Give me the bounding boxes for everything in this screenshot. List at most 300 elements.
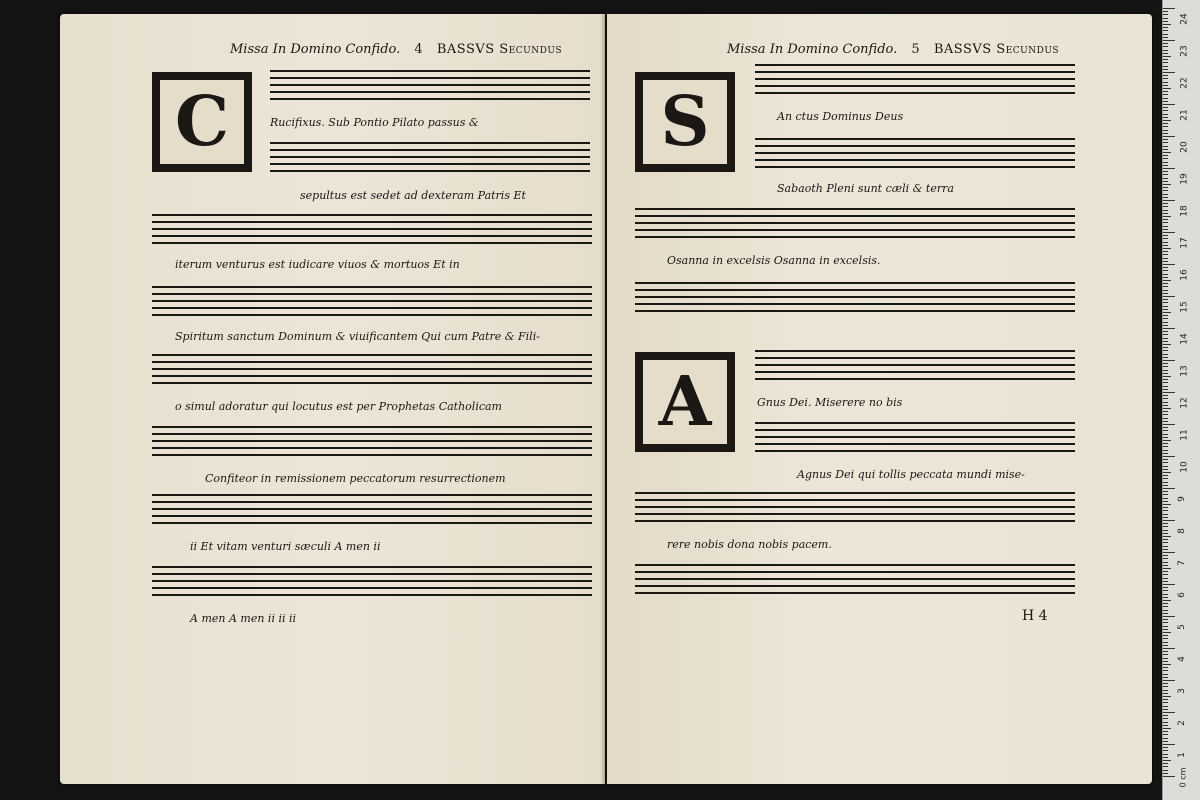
ruler-tick [1163,270,1168,271]
ruler-tick [1163,117,1168,118]
ruler-tick [1163,46,1168,47]
ruler-tick [1163,40,1175,41]
ruler-tick [1163,568,1171,569]
ruler-tick [1163,248,1171,249]
ruler-tick [1163,306,1168,307]
ruler-tick [1163,773,1168,774]
ruler-number: 6 [1176,592,1187,598]
ruler-tick [1163,517,1168,518]
ruler-tick [1163,645,1168,646]
ruler-number: 8 [1176,528,1187,534]
ruler-tick [1163,338,1168,339]
ruler-tick [1163,741,1168,742]
ruler-tick [1163,187,1168,188]
ruler-tick [1163,194,1168,195]
ruler-tick [1163,699,1168,700]
ruler-tick [1163,690,1168,691]
ruler-tick [1163,686,1168,687]
ruler-number: 14 [1179,333,1190,345]
ruler-tick [1163,536,1171,537]
ruler-tick [1163,766,1168,767]
ruler-tick [1163,18,1168,19]
ruler-number: 15 [1179,301,1190,313]
music-staff [270,142,590,172]
ruler-tick [1163,245,1168,246]
ruler-tick [1163,430,1168,431]
ruler-tick [1163,190,1168,191]
ruler-number: 9 [1176,496,1187,502]
ruler-number: 12 [1179,397,1190,409]
decorated-initial-letter [635,352,735,452]
decorated-initial-letter [635,72,735,172]
ruler-unit-label: 0 cm [1178,767,1188,788]
ruler-tick [1163,360,1175,361]
ruler-tick [1163,392,1175,393]
ruler-tick [1163,107,1168,108]
ruler-tick [1163,309,1168,310]
ruler-tick [1163,744,1175,745]
ruler-tick [1163,501,1168,502]
ruler-tick [1163,334,1168,335]
left-page [60,14,605,784]
ruler-tick [1163,683,1168,684]
ruler-tick [1163,91,1168,92]
ruler-tick [1163,126,1168,127]
ruler-tick [1163,629,1168,630]
page-number: 5 [911,42,920,57]
ruler-tick [1163,213,1168,214]
ruler-tick [1163,738,1168,739]
ruler-tick [1163,155,1168,156]
ruler-tick [1163,411,1168,412]
ruler-tick [1163,50,1168,51]
ruler-tick [1163,581,1168,582]
ruler-tick [1163,459,1168,460]
ruler-tick [1163,594,1168,595]
ruler-tick [1163,21,1168,22]
ruler-tick [1163,238,1168,239]
lyric-line: iterum venturus est iudicare viuos & mortuos Et in [175,258,460,271]
ruler-tick [1163,491,1168,492]
ruler-tick [1163,200,1175,201]
open-book [52,14,1162,794]
ruler-tick [1163,312,1171,313]
ruler-tick [1163,283,1168,284]
ruler-tick [1163,549,1168,550]
ruler-tick [1163,174,1168,175]
lyric-line: rere nobis dona nobis pacem. [667,538,832,551]
right-page [607,14,1152,784]
ruler-tick [1163,446,1168,447]
ruler-tick [1163,133,1168,134]
ruler-tick [1163,302,1168,303]
ruler-tick [1163,254,1168,255]
ruler-tick [1163,370,1168,371]
ruler-tick [1163,158,1168,159]
ruler-tick [1163,203,1168,204]
ruler-tick [1163,539,1168,540]
ruler-number: 10 [1179,461,1190,473]
ruler-tick [1163,555,1168,556]
ruler-tick [1163,456,1175,457]
ruler-tick [1163,418,1168,419]
ruler-tick [1163,168,1175,169]
ruler-tick [1163,722,1168,723]
ruler-tick [1163,597,1168,598]
ruler-tick [1163,152,1171,153]
music-staff [635,282,1075,312]
ruler-tick [1163,274,1168,275]
ruler-tick [1163,533,1168,534]
ruler-tick [1163,482,1168,483]
ruler-number: 18 [1179,205,1190,217]
ruler-tick [1163,110,1168,111]
ruler-tick [1163,485,1168,486]
ruler-tick [1163,504,1171,505]
ruler-tick [1163,622,1168,623]
ruler-tick [1163,632,1171,633]
ruler-tick [1163,56,1171,57]
lyric-line: Rucifixus. Sub Pontio Pilato passus & [270,116,479,129]
ruler-tick [1163,472,1171,473]
ruler-tick [1163,651,1168,652]
ruler-tick [1163,469,1168,470]
ruler-tick [1163,123,1168,124]
ruler-tick [1163,747,1168,748]
ruler-tick [1163,437,1168,438]
music-staff [635,492,1075,522]
ruler-tick [1163,402,1168,403]
ruler-tick [1163,603,1168,604]
music-staff [755,138,1075,168]
ruler-number: 17 [1179,237,1190,249]
ruler-tick [1163,523,1168,524]
ruler-tick [1163,475,1168,476]
ruler-tick [1163,373,1168,374]
ruler-tick [1163,462,1168,463]
header-title: Missa In Domino Confido. [230,42,401,57]
ruler-number: 21 [1179,109,1190,121]
ruler-tick [1163,24,1171,25]
ruler-tick [1163,165,1168,166]
ruler-tick [1163,142,1168,143]
initial-letter-glyph: C [158,78,246,166]
ruler-number: 4 [1176,656,1187,662]
ruler-tick [1163,171,1168,172]
ruler-tick [1163,344,1171,345]
ruler-tick [1163,363,1168,364]
ruler-tick [1163,242,1168,243]
ruler-tick [1163,299,1168,300]
lyric-line: Gnus Dei. Miserere no bis [757,396,903,409]
ruler-tick [1163,11,1168,12]
ruler-tick [1163,546,1168,547]
ruler-tick [1163,357,1168,358]
ruler-tick [1163,322,1168,323]
ruler-tick [1163,427,1168,428]
ruler-tick [1163,72,1175,73]
ruler-tick [1163,53,1168,54]
ruler-tick [1163,728,1171,729]
ruler-tick [1163,574,1168,575]
ruler-number: 3 [1176,688,1187,694]
ruler-tick [1163,350,1168,351]
ruler-tick [1163,296,1175,297]
ruler-tick [1163,658,1168,659]
ruler-tick [1163,638,1168,639]
initial-letter-glyph: S [641,78,729,166]
ruler-tick [1163,661,1168,662]
ruler-tick [1163,754,1168,755]
ruler-tick [1163,318,1168,319]
ruler-tick [1163,94,1168,95]
ruler-tick [1163,395,1168,396]
ruler-tick [1163,398,1168,399]
ruler-tick [1163,267,1168,268]
ruler-number: 24 [1179,13,1190,25]
ruler-tick [1163,59,1168,60]
ruler-tick [1163,88,1171,89]
ruler-tick [1163,178,1168,179]
lyric-line: ii Et vitam venturi sæculi A men ii [190,540,381,553]
ruler-tick [1163,69,1168,70]
music-staff [152,426,592,456]
ruler-number: 2 [1176,720,1187,726]
ruler-tick [1163,526,1168,527]
ruler-tick [1163,648,1175,649]
ruler-tick [1163,98,1168,99]
ruler-tick [1163,677,1168,678]
ruler-tick [1163,258,1168,259]
ruler-tick [1163,578,1168,579]
music-staff [152,214,592,244]
ruler-tick [1163,725,1168,726]
ruler-tick [1163,702,1168,703]
ruler-tick [1163,222,1168,223]
ruler-tick [1163,277,1168,278]
ruler-tick [1163,162,1168,163]
lyric-line: Osanna in excelsis Osanna in excelsis. [667,254,881,267]
ruler-tick [1163,760,1171,761]
ruler-tick [1163,232,1175,233]
ruler-tick [1163,514,1168,515]
initial-letter-glyph: A [641,358,729,446]
ruler-tick [1163,453,1168,454]
ruler-number: 11 [1179,429,1190,441]
ruler-tick [1163,718,1168,719]
ruler-tick [1163,293,1168,294]
ruler-tick [1163,280,1171,281]
ruler-tick [1163,734,1168,735]
ruler-number: 22 [1179,77,1190,89]
ruler-tick [1163,498,1168,499]
music-staff [755,350,1075,380]
ruler-number: 7 [1176,560,1187,566]
ruler-tick [1163,642,1168,643]
ruler-tick [1163,552,1175,553]
ruler-tick [1163,146,1168,147]
ruler-tick [1163,101,1168,102]
ruler-tick [1163,78,1168,79]
ruler-tick [1163,757,1168,758]
ruler-tick [1163,382,1168,383]
ruler-tick [1163,542,1168,543]
ruler-tick [1163,619,1168,620]
ruler-tick [1163,405,1168,406]
ruler-tick [1163,197,1168,198]
ruler-tick [1163,43,1168,44]
ruler-tick [1163,37,1168,38]
ruler-tick [1163,664,1171,665]
ruler-tick [1163,235,1168,236]
header-title: Missa In Domino Confido. [727,42,898,57]
ruler-tick [1163,440,1171,441]
ruler-tick [1163,770,1168,771]
ruler-number: 23 [1179,45,1190,57]
ruler-tick [1163,354,1168,355]
ruler-tick [1163,565,1168,566]
ruler-tick [1163,130,1168,131]
music-staff [755,64,1075,94]
ruler-tick [1163,626,1168,627]
ruler-tick [1163,341,1168,342]
ruler-tick [1163,494,1168,495]
ruler-tick [1163,654,1168,655]
ruler-tick [1163,386,1168,387]
page-number: 4 [414,42,423,57]
ruler-tick [1163,181,1168,182]
lyric-line: A men A men ii ii ii [190,612,297,625]
ruler-tick [1163,562,1168,563]
music-staff [635,208,1075,238]
ruler-number: 5 [1176,624,1187,630]
measurement-ruler [1162,0,1200,800]
ruler-tick [1163,696,1171,697]
ruler-tick [1163,667,1168,668]
ruler-tick [1163,290,1168,291]
folio-signature: H 4 [1022,608,1048,624]
ruler-tick [1163,376,1171,377]
ruler-tick [1163,347,1168,348]
ruler-tick [1163,488,1175,489]
ruler-tick [1163,114,1168,115]
ruler-tick [1163,229,1168,230]
music-staff [152,566,592,596]
ruler-tick [1163,210,1168,211]
ruler-tick [1163,478,1168,479]
ruler-tick [1163,184,1171,185]
ruler-number: 13 [1179,365,1190,377]
ruler-number: 16 [1179,269,1190,281]
ruler-tick [1163,706,1168,707]
ruler-tick [1163,408,1171,409]
right-page-header [727,42,1059,57]
ruler-tick [1163,635,1168,636]
lyric-line: Sabaoth Pleni sunt cæli & terra [777,182,954,195]
ruler-tick [1163,530,1168,531]
ruler-tick [1163,261,1168,262]
ruler-tick [1163,520,1175,521]
ruler-tick [1163,674,1168,675]
ruler-tick [1163,366,1168,367]
ruler-tick [1163,85,1168,86]
ruler-tick [1163,712,1175,713]
ruler-number: 20 [1179,141,1190,153]
ruler-tick [1163,82,1168,83]
ruler-tick [1163,8,1175,9]
ruler-tick [1163,606,1168,607]
ruler-tick [1163,450,1168,451]
music-staff [635,564,1075,594]
ruler-tick [1163,328,1175,329]
music-staff [152,494,592,524]
music-staff [152,286,592,316]
ruler-tick [1163,693,1168,694]
ruler-tick [1163,104,1175,105]
ruler-tick [1163,251,1168,252]
lyric-line: sepultus est sedet ad dexteram Patris Et [300,189,526,202]
ruler-tick [1163,62,1168,63]
left-page-header [230,42,562,57]
ruler-tick [1163,219,1168,220]
ruler-tick [1163,379,1168,380]
ruler-tick [1163,610,1168,611]
ruler-tick [1163,414,1168,415]
ruler-tick [1163,226,1168,227]
ruler-tick [1163,584,1175,585]
ruler-tick [1163,466,1168,467]
ruler-tick [1163,670,1168,671]
ruler-tick [1163,34,1168,35]
ruler-tick [1163,149,1168,150]
ruler-tick [1163,136,1175,137]
ruler-tick [1163,216,1171,217]
ruler-tick [1163,66,1168,67]
ruler-tick [1163,434,1168,435]
lyric-line: Agnus Dei qui tollis peccata mundi mise- [797,468,1025,481]
ruler-tick [1163,27,1168,28]
music-staff [152,354,592,384]
voice-name: BASSVS Secundus [436,42,563,57]
ruler-tick [1163,507,1168,508]
ruler-tick [1163,750,1168,751]
ruler-tick [1163,590,1168,591]
ruler-tick [1163,139,1168,140]
music-staff [755,422,1075,452]
ruler-tick [1163,571,1168,572]
lyric-line: Confiteor in remissionem peccatorum resurrectionem [205,472,506,485]
ruler-tick [1163,120,1171,121]
ruler-tick [1163,763,1168,764]
ruler-tick [1163,731,1168,732]
ruler-number: 19 [1179,173,1190,185]
voice-name: BASSVS Secundus [933,42,1060,57]
ruler-tick [1163,286,1168,287]
lyric-line: o simul adoratur qui locutus est per Prophetas Catholicam [175,400,502,413]
ruler-tick [1163,680,1175,681]
ruler-tick [1163,715,1168,716]
music-staff [270,70,590,100]
ruler-tick [1163,264,1175,265]
decorated-initial-letter [152,72,252,172]
ruler-tick [1163,776,1175,777]
ruler-tick [1163,558,1168,559]
ruler-tick [1163,613,1168,614]
lyric-line: Spiritum sanctum Dominum & viuificantem Qui cum Patre & Fili- [175,330,540,343]
ruler-tick [1163,30,1168,31]
ruler-tick [1163,331,1168,332]
ruler-tick [1163,616,1175,617]
